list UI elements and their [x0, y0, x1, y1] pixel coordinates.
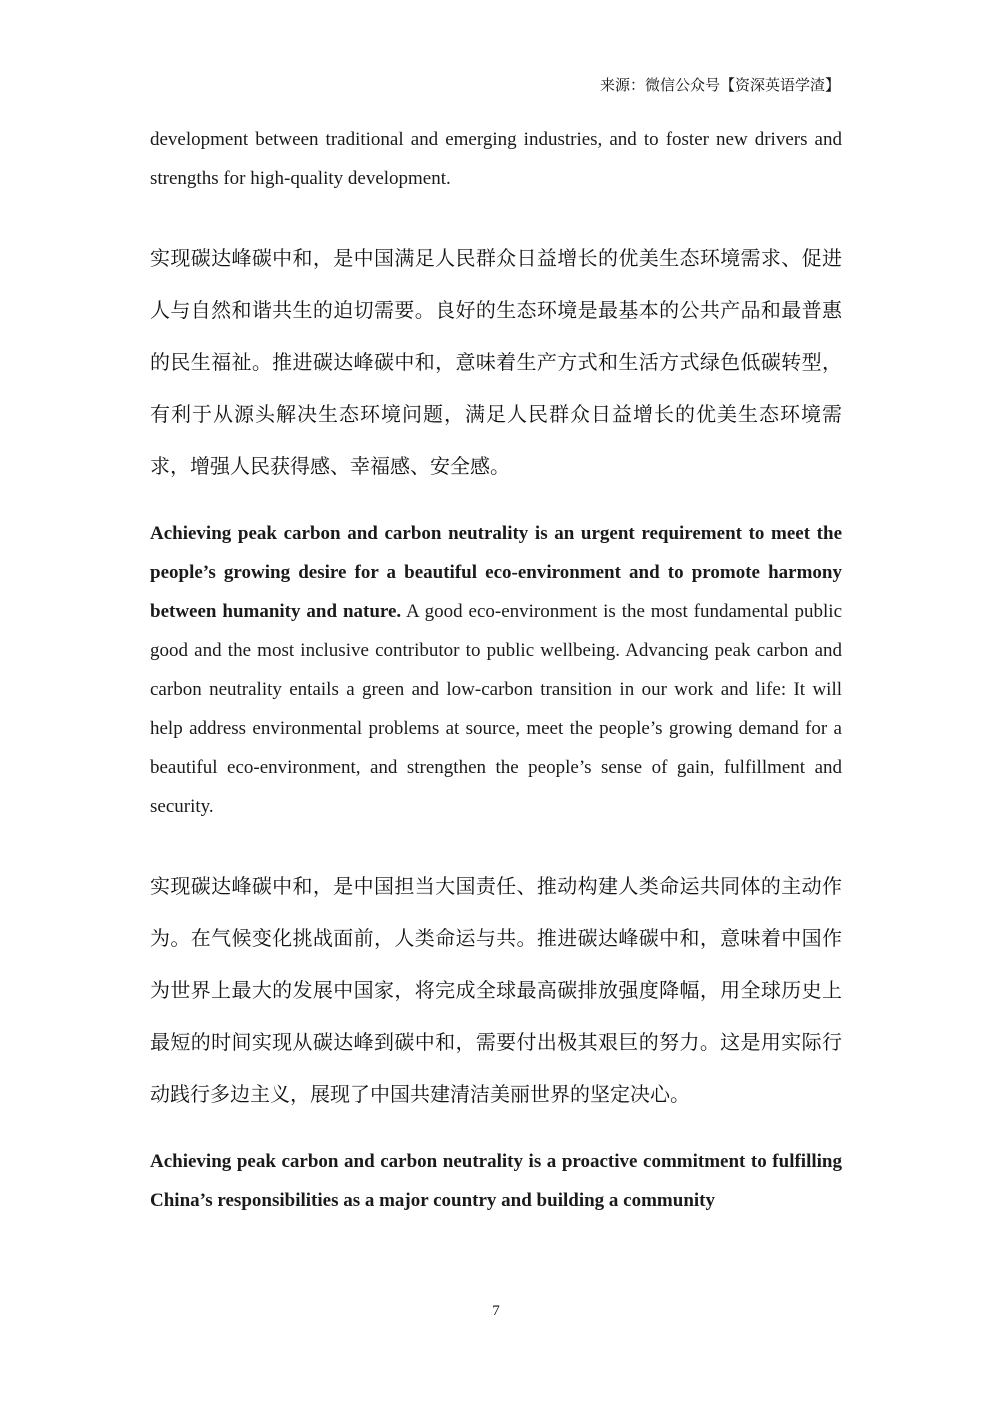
paragraph-en-ecology-lead: Achieving peak carbon and carbon neutrality is an urgent requirement to meet the people’s growing desire for a beautiful eco-environment and to promote harmony between humanity and nature.: [150, 523, 842, 622]
page-content: [150, 120, 842, 1220]
paragraph-en-continued: development between traditional and emerging industries, and to foster new drivers and strengths for high-quality development.: [150, 129, 842, 189]
paragraph-en-ecology: [150, 514, 842, 826]
paragraph-en-responsibility-lead: Achieving peak carbon and carbon neutrality is a proactive commitment to fulfilling China’s responsibilities as a major country and building a community: [150, 1151, 842, 1211]
paragraph-zh-ecology: 实现碳达峰碳中和，是中国满足人民群众日益增长的优美生态环境需求、促进人与自然和谐共生的迫切需要。良好的生态环境是最基本的公共产品和最普惠的民生福祉。推进碳达峰碳中和，意味着生产方式和生活方式绿色低碳转型，有利于从源头解决生态环境问题，满足人民群众日益增长的优美生态环境需求，增强人民获得感、幸福感、安全感。: [150, 246, 842, 478]
paragraph-en-ecology-body: A good eco-environment is the most fundamental public good and the most inclusive contributor to public wellbeing. Advancing peak carbon and carbon neutrality entails a green and low-carbon transition in our work and life: It will help address environmental problems at source, meet the people’s growing demand for a beautiful eco-environment, and strengthen the people’s sense of gain, fulfillment and security.: [150, 601, 843, 817]
page-number: 7: [492, 1303, 500, 1319]
paragraph-zh-responsibility: 实现碳达峰碳中和，是中国担当大国责任、推动构建人类命运共同体的主动作为。在气候变化挑战面前，人类命运与共。推进碳达峰碳中和，意味着中国作为世界上最大的发展中国家，将完成全球最高碳排放强度降幅，用全球历史上最短的时间实现从碳达峰到碳中和，需要付出极其艰巨的努力。这是用实际行动践行多边主义，展现了中国共建清洁美丽世界的坚定决心。: [150, 874, 842, 1106]
header-source: 来源：微信公众号【资深英语学渣】: [599, 76, 840, 94]
paragraph-en-responsibility: [150, 1142, 842, 1220]
